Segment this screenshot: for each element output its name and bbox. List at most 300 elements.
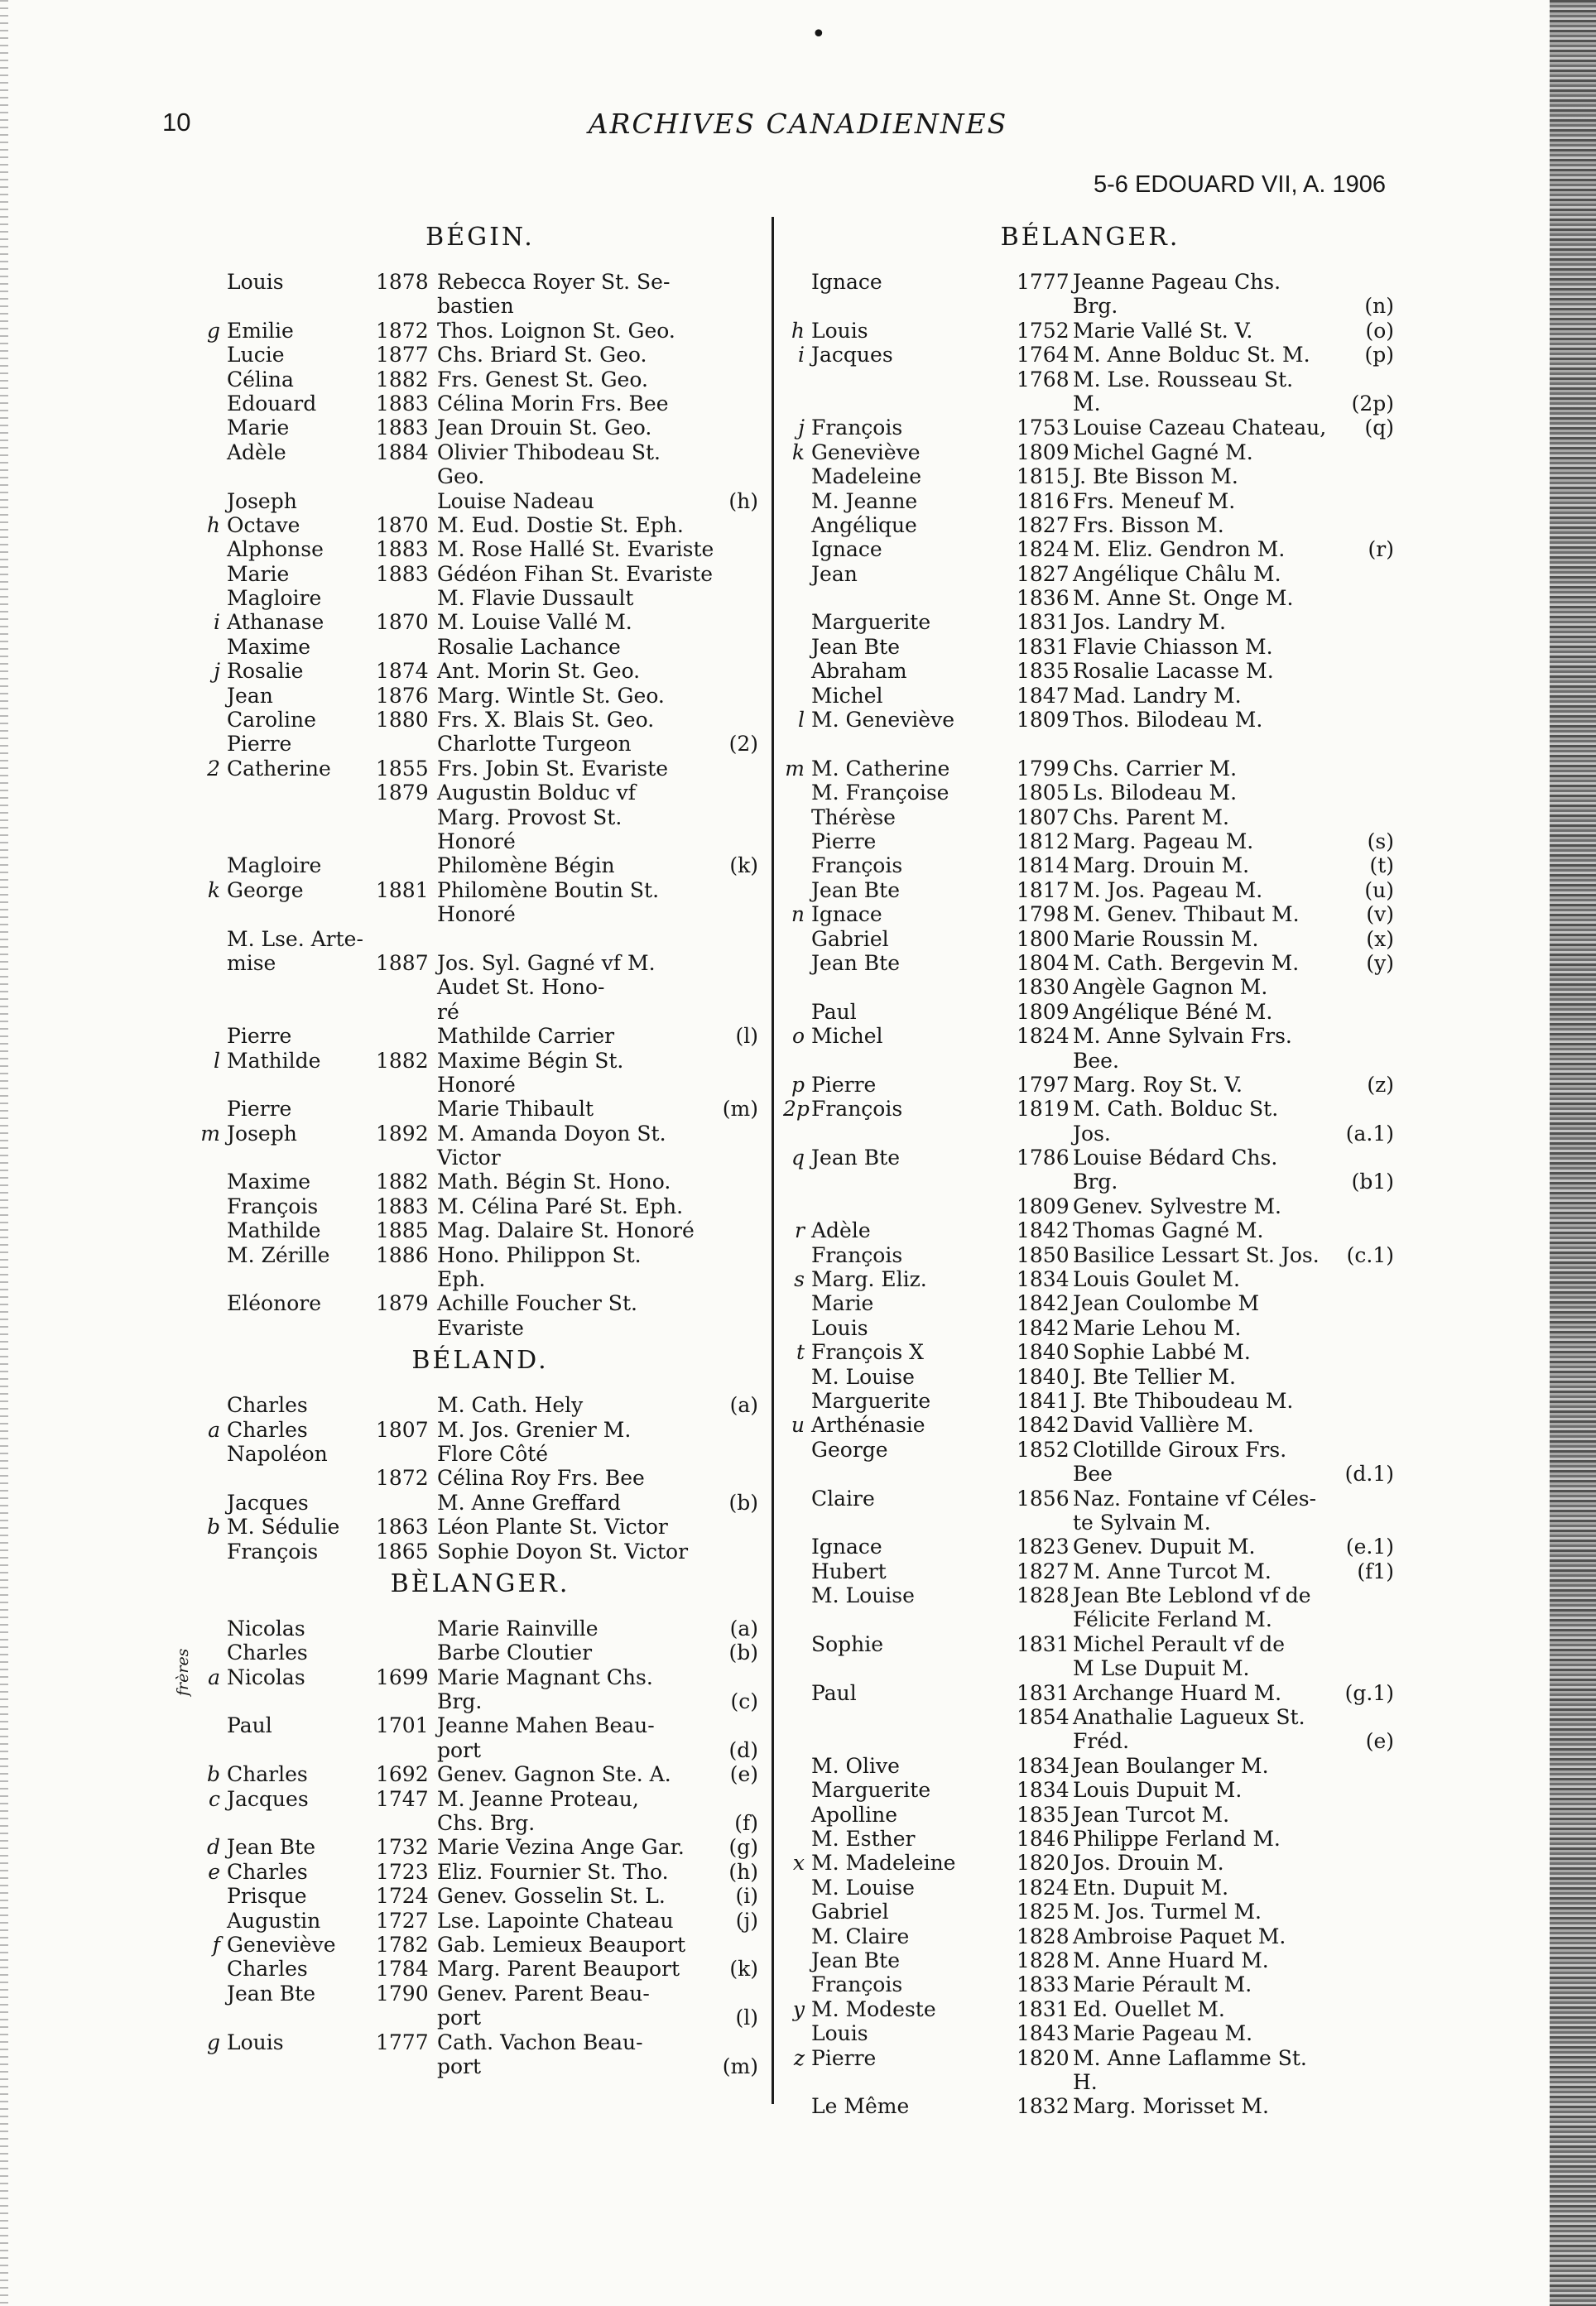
marriage-year: 1768 [1017,367,1070,392]
spouse-place: M. [1073,391,1101,416]
child-name: Jean Bte [227,1981,315,2006]
child-name: M. Modeste [811,1996,936,2021]
right-entry-row [783,1170,1397,1194]
left-entry-row [199,1049,762,1073]
spouse-place: M. Anne Greffard [437,1490,621,1515]
marker: y [792,1996,805,2021]
child-name: M. Lse. Arte- [227,926,363,951]
child-name: Jean [227,683,273,708]
spouse-place: Honoré [437,1072,516,1097]
right-entry-row [783,270,1397,294]
scan-left-edge [0,0,8,2306]
child-name: Ignace [811,537,882,562]
spouse-place: M. Jos. Pageau M. [1073,877,1263,902]
footnote-ref: (e.1) [1345,1535,1394,1559]
marriage-year: 1820 [1017,2045,1070,2070]
left-entry-row [199,2006,762,2030]
marriage-year: 1834 [1017,1778,1070,1803]
left-entry-row [199,319,762,343]
child-name: Edouard [227,391,317,416]
child-name: François [811,1972,903,1997]
left-entry-row [199,1122,762,1146]
child-name: Célina [227,367,294,392]
right-entry-row [783,1511,1397,1535]
marriage-year: 1831 [1017,1631,1070,1656]
right-entry-row [783,829,1397,853]
child-name: Jacques [227,1490,309,1515]
footnote-ref: (s) [1367,829,1394,853]
marker: x [792,1851,805,1876]
child-name: Marie [227,416,290,440]
spouse-place: Marie Pageau M. [1073,2021,1253,2046]
right-entry-row [783,1729,1397,1753]
right-entry-row [783,1097,1397,1121]
spouse-place: Brg. [437,1689,483,1714]
spouse-place: Angélique Châlu M. [1073,561,1281,586]
marker: o [791,1024,805,1049]
left-entry-row [199,927,762,951]
marriage-year: 1727 [376,1908,429,1933]
child-name: Charles [227,1859,308,1884]
right-entry-row [783,2070,1397,2094]
marriage-year: 1724 [376,1884,429,1909]
spouse-place: Sophie Labbé M. [1073,1340,1251,1365]
left-entry-row [199,610,762,634]
marriage-year: 1880 [376,708,429,733]
spouse-place: Philomène Boutin St. [437,877,660,902]
left-entry-row [199,1515,762,1539]
child-name: M. Catherine [811,756,950,781]
left-entry-row [199,1689,762,1713]
right-entry-row [783,416,1397,440]
right-entry-row [783,1267,1397,1291]
child-name: M. Jeanne [811,488,918,513]
marriage-year: 1840 [1017,1364,1070,1389]
spouse-place: Genev. Parent Beau- [437,1981,650,2006]
right-entry-row [783,1049,1397,1073]
left-entry-row [199,1267,762,1291]
marriage-year: 1797 [1017,1072,1070,1097]
marriage-year: 1850 [1017,1242,1070,1267]
child-name: Marg. Eliz. [811,1267,927,1292]
left-entry-row [199,392,762,416]
marriage-year: 1747 [376,1786,429,1811]
spouse-place: J. Bte Thiboudeau M. [1073,1388,1294,1413]
spouse-place: Gab. Lemieux Beauport [437,1933,686,1957]
spouse-place: Mag. Dalaire St. Honoré [437,1218,695,1243]
marriage-year: 1828 [1017,1924,1070,1948]
marker: q [791,1146,805,1170]
right-entry-row [783,1705,1397,1729]
marriage-year: 1865 [376,1539,429,1564]
footnote-ref: (2) [728,732,758,757]
child-name: François [227,1539,319,1564]
marker: l [214,1048,220,1073]
right-entry-row [783,757,1397,781]
spouse-place: Augustin Bolduc vf [437,781,637,805]
right-entry-row [783,1924,1397,1948]
marriage-year: 1840 [1017,1340,1070,1365]
left-entry-row [199,294,762,318]
marriage-year: 1800 [1017,926,1070,951]
spouse-place: Frs. Meneuf M. [1073,488,1236,513]
marriage-year: 1883 [376,537,429,562]
child-name: Athanase [227,610,324,635]
spouse-place: Genev. Gosselin St. L. [437,1884,666,1909]
right-entry-row [783,489,1397,513]
footnote-ref: (t) [1369,853,1394,878]
marriage-year: 1882 [376,1170,429,1194]
marriage-year: 1701 [376,1713,429,1738]
marriage-year: 1823 [1017,1535,1070,1559]
child-name: Geneviève [227,1933,336,1957]
right-entry-row [783,440,1397,464]
footnote-ref: (q) [1364,416,1394,440]
spouse-place: Marie Lehou M. [1073,1315,1242,1340]
spouse-place: M. Anne Laflamme St. [1073,2045,1307,2070]
marker: k [207,877,220,902]
marriage-year: 1883 [376,391,429,416]
spouse-place: Cath. Vachon Beau- [437,2030,643,2054]
spouse-place: Evariste [437,1315,524,1340]
marriage-year: 1809 [1017,999,1070,1024]
spouse-place: Hono. Philippon St. [437,1242,642,1267]
left-entry-row [199,1243,762,1267]
spouse-place: Marie Vallé St. V. [1073,318,1253,343]
footnote-ref: (a.1) [1345,1121,1394,1146]
right-entry-row [783,684,1397,708]
footnote-ref: (p) [1364,343,1394,368]
left-entry-row [199,1811,762,1835]
right-entry-row [783,1487,1397,1511]
child-name: Alphonse [227,537,324,562]
child-name: Marguerite [811,610,931,635]
child-name: M. Olive [811,1753,900,1778]
marriage-year: 1828 [1017,1948,1070,1972]
spouse-place: bastien [437,294,514,319]
marriage-year: 1790 [376,1981,429,2006]
child-name: Louis [811,1315,868,1340]
spouse-place: Marg. Provost St. [437,805,623,829]
marriage-year: 1764 [1017,343,1070,368]
spouse-place: Ambroise Paquet M. [1073,1924,1286,1948]
spouse-place: M. Cath. Bolduc St. [1073,1097,1279,1122]
right-entry-row [783,1607,1397,1631]
left-entry-row [199,1860,762,1884]
spouse-place: Archange Huard M. [1073,1680,1282,1705]
left-entry-row [199,829,762,853]
marriage-year: 1827 [1017,512,1070,537]
child-name: Eléonore [227,1291,321,1316]
left-entry-row [199,635,762,659]
marker: j [214,659,220,684]
marriage-year: 1752 [1017,318,1070,343]
marriage-year: 1815 [1017,464,1070,489]
spouse-place: Léon Plante St. Victor [437,1515,668,1540]
spouse-place: M. Anne Sylvain Frs. [1073,1024,1292,1049]
page-number: 10 [162,108,191,137]
child-name: M. Esther [811,1827,916,1851]
right-entry-row [783,464,1397,488]
right-entry-row [783,635,1397,659]
left-entry-row [199,975,762,999]
child-name: Jean Bte [811,950,900,975]
spouse-place: ré [437,999,459,1024]
marriage-year: 1827 [1017,561,1070,586]
child-name: François [811,1097,903,1122]
child-name: Jean Bte [811,1146,900,1170]
footnote-ref: (m) [722,2054,758,2078]
child-name: Jean Bte [811,877,900,902]
marker: h [206,512,220,537]
spouse-place: Mad. Landry M. [1073,683,1242,708]
spouse-place: Genev. Gagnon Ste. A. [437,1762,671,1787]
child-name: M. Louise [811,1583,915,1608]
child-name: Jean Bte [811,1948,900,1972]
spouse-place: Naz. Fontaine vf Céles- [1073,1486,1317,1511]
spouse-place: Chs. Parent M. [1073,805,1229,829]
marker: b [206,1762,220,1787]
spouse-place: J. Bte Bisson M. [1073,464,1238,489]
child-name: Augustin [227,1908,321,1933]
right-entry-row [783,1000,1397,1024]
right-entry-row [783,1827,1397,1851]
spouse-place: Geo. [437,464,485,489]
spouse-place: Jeanne Pageau Chs. [1073,270,1281,294]
spouse-place: Flore Côté [437,1441,549,1466]
marker: c [208,1786,220,1811]
spouse-place: Clotillde Giroux Frs. [1073,1437,1287,1462]
marriage-year: 1784 [376,1957,429,1982]
spouse-place: Thomas Gagné M. [1073,1218,1264,1243]
spouse-place: Jos. Syl. Gagné vf M. [437,950,656,975]
child-name: Louis [811,318,868,343]
child-name: Caroline [227,708,316,733]
left-entry-row [199,805,762,829]
spouse-place: Félicite Ferland M. [1073,1607,1272,1632]
spouse-place: Marie Thibault [437,1097,594,1122]
spouse-place: Jean Drouin St. Geo. [437,416,652,440]
spouse-place: Marie Rainville [437,1616,598,1641]
left-entry-row [199,757,762,781]
footnote-ref: (d.1) [1344,1462,1394,1487]
spouse-place: Frs. Jobin St. Evariste [437,756,669,781]
child-name: Hubert [811,1559,887,1583]
edition-line: 5-6 EDOUARD VII, A. 1906 [1094,171,1386,198]
child-name: M. Louise [811,1364,915,1389]
marker: a [208,1417,220,1442]
marker: 2 [207,756,220,781]
child-name: Thérèse [811,805,896,829]
spouse-place: Rosalie Lacasse M. [1073,659,1274,684]
child-name: Arthénasie [811,1413,925,1438]
left-entry-row [199,1218,762,1242]
child-name: Gabriel [811,926,889,951]
right-entry-row [783,1632,1397,1656]
marker: h [791,318,805,343]
footnote-ref: (r) [1368,537,1394,562]
marriage-year: 1884 [376,440,429,464]
marriage-year: 1878 [376,270,429,294]
right-entry-row [783,927,1397,951]
right-entry-row [783,1291,1397,1315]
right-entry-row [783,1583,1397,1607]
left-entry-row [199,1665,762,1689]
spouse-place: M. Cath. Hely [437,1393,584,1418]
spouse-place: Rosalie Lachance [437,634,621,659]
child-name: Marguerite [811,1388,931,1413]
child-name: M. Madeleine [811,1851,956,1876]
child-name: mise [227,950,276,975]
marriage-year: 1847 [1017,683,1070,708]
child-name: Octave [227,512,300,537]
marker: i [214,610,220,635]
marriage-year: 1827 [1017,1559,1070,1583]
spouse-place: M. Eliz. Gendron M. [1073,537,1286,562]
child-name: Ignace [811,270,882,294]
spouse-place: M. Célina Paré St. Eph. [437,1194,684,1218]
spouse-place: Louis Goulet M. [1073,1267,1240,1292]
spouse-place: Chs. Carrier M. [1073,756,1238,781]
child-name: Paul [811,1680,857,1705]
side-note-freres: frères [174,1648,192,1696]
right-entry-row [783,1365,1397,1389]
child-name: Charles [227,1762,308,1787]
marriage-year: 1825 [1017,1900,1070,1924]
marriage-year: 1834 [1017,1753,1070,1778]
right-entry-row [783,1535,1397,1559]
spouse-place: Audet St. Hono- [437,975,605,1000]
spouse-place: Marie Magnant Chs. [437,1665,653,1689]
spouse-place: Louise Bédard Chs. [1073,1146,1278,1170]
spouse-place: Eph. [437,1267,486,1292]
marriage-year: 1835 [1017,659,1070,684]
left-entry-row [199,1291,762,1315]
marriage-year: 1843 [1017,2021,1070,2046]
spouse-place: Brg. [1073,1170,1118,1194]
marker: a [208,1665,220,1689]
spouse-place: Angélique Béné M. [1073,999,1273,1024]
child-name: Prisque [227,1884,307,1909]
right-entry-row [783,513,1397,537]
left-column [199,217,762,2078]
spouse-place: Frs. X. Blais St. Geo. [437,708,655,733]
spouse-place: M. Louise Vallé M. [437,610,632,635]
footnote-ref: (z) [1367,1072,1394,1097]
right-entry-row [783,392,1397,416]
left-entry-row [199,1957,762,1981]
spouse-place: H. [1073,2069,1098,2094]
footnote-ref: (h) [728,488,758,513]
marriage-year: 1870 [376,512,429,537]
spouse-place: Philomène Bégin [437,853,615,878]
marriage-year: 1807 [376,1417,429,1442]
spouse-place: Philippe Ferland M. [1073,1827,1281,1851]
marriage-year: 1805 [1017,781,1070,805]
marriage-year: 1834 [1017,1267,1070,1292]
spouse-place: M. Lse. Rousseau St. [1073,367,1294,392]
spouse-place: Fréd. [1073,1729,1130,1754]
spouse-place: Jean Boulanger M. [1073,1753,1269,1778]
child-name: Louis [811,2021,868,2046]
footnote-ref: (n) [1364,294,1394,319]
spouse-place: Genev. Dupuit M. [1073,1535,1256,1559]
left-entry-row [199,440,762,464]
spouse-place: Célina Morin Frs. Bee [437,391,669,416]
child-name: Joseph [227,1121,297,1146]
marriage-year: 1828 [1017,1583,1070,1608]
marriage-year: 1692 [376,1762,429,1787]
footnote-ref: (c) [730,1689,758,1714]
right-entry-row [783,1876,1397,1900]
spouse-place: Math. Bégin St. Hono. [437,1170,671,1194]
child-name: Ignace [811,1535,882,1559]
left-entry-row [199,537,762,561]
marriage-year: 1870 [376,610,429,635]
left-entry-row [199,586,762,610]
scan-right-edge [1550,0,1596,2306]
child-name: Pierre [811,829,877,853]
spouse-place: M. Eud. Dostie St. Eph. [437,512,684,537]
child-name: Gabriel [811,1900,889,1924]
marker: e [208,1859,220,1884]
child-name: Lucie [227,343,285,368]
spouse-place: Chs. Brg. [437,1811,536,1836]
left-entry-row [199,684,762,708]
left-entry-row [199,1024,762,1048]
child-name: M. Zérille [227,1242,330,1267]
marriage-year: 1817 [1017,877,1070,902]
left-entry-row [199,1393,762,1417]
spouse-place: M. Jos. Grenier M. [437,1417,632,1442]
left-entry-row [199,513,762,537]
marriage-year: 1872 [376,318,429,343]
spouse-place: M. Anne Huard M. [1073,1948,1269,1972]
right-entry-row [783,878,1397,902]
marriage-year: 1809 [1017,1194,1070,1218]
right-entry-row [783,781,1397,805]
right-entry-row [783,610,1397,634]
spouse-place: te Sylvain M. [1073,1510,1211,1535]
right-entry-row [783,805,1397,829]
footnote-ref: (k) [729,853,758,878]
marriage-year: 1883 [376,561,429,586]
spouse-place: Maxime Bégin St. [437,1048,624,1073]
spouse-place: Basilice Lessart St. Jos. [1073,1242,1320,1267]
left-entry-row [199,1442,762,1466]
spouse-place: Jeanne Mahen Beau- [437,1713,655,1738]
column-divider [772,217,774,2104]
right-entry-row [783,343,1397,367]
child-name: Magloire [227,586,322,611]
spouse-place: Marg. Morisset M. [1073,2094,1269,2119]
child-name: Le Même [811,2094,910,2119]
right-column [783,217,1397,2119]
right-entry-row [783,2021,1397,2045]
child-name: François [811,1242,903,1267]
right-entry-row [783,708,1397,732]
right-entry-row [783,1997,1397,2021]
left-entry-row [199,951,762,975]
marriage-year: 1846 [1017,1827,1070,1851]
left-entry-row [199,781,762,805]
marker: j [798,416,805,440]
left-entry-row [199,562,762,586]
left-entry-row [199,1787,762,1811]
left-entry-row [199,732,762,756]
right-entry-row [783,1389,1397,1413]
marriage-year: 1830 [1017,975,1070,1000]
